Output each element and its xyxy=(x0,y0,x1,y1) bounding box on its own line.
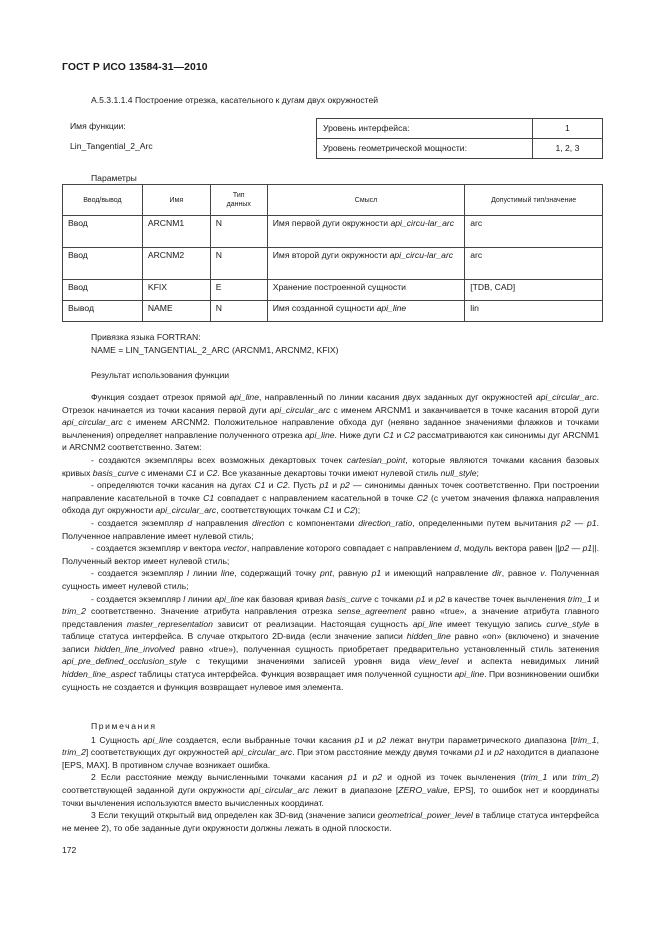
cell-name: ARCNM2 xyxy=(142,248,210,280)
header-io: Ввод/вывод xyxy=(63,185,143,216)
notes-section xyxy=(62,720,599,834)
geometry-power-label: Уровень геометрической мощности: xyxy=(317,139,533,159)
table-row xyxy=(63,280,603,301)
list-item: - создается экземпляр l линии api_line как базовая кривая basis_curve с точками p1 и p2 в качестве точек вычленения trim_1 и trim_2 соответственно. Значение атрибута направления отрезка sense_agreement равно «true», а значение атрибута главного представления master_representation зависит от реализации. Настоящая сущность api_line имеет текущую запись curve_style в таблице статуса интерфейса. В случае открытого 2D-вида (если значение записи hidden_line равно «on» (включено) и значение записи hidden_line_involved равно «true»), полученная сущность приобретает предварительно установленный стиль затенения api_pre_defined_occlusion_style с текущими значениями записей уровня вида view_level и аспекта невидимых линий hidden_line_aspect таблицы статуса интерфейса. Функция возвращает имя полученной сущности api_line. При возникновении ошибки сущность не создается и функция возвращает нулевое имя элемента. xyxy=(62,593,599,692)
params-header-row xyxy=(63,185,603,216)
document-title: ГОСТ Р ИСО 13584-31—2010 xyxy=(62,62,208,73)
result-body xyxy=(62,391,599,693)
cell-io: Ввод xyxy=(63,280,143,301)
header-name: Имя xyxy=(142,185,210,216)
cell-allowed: [TDB, CAD] xyxy=(465,280,603,301)
function-name-label: Имя функции: xyxy=(70,121,126,131)
meaning-text: Имя второй дуги окружности xyxy=(272,250,390,260)
params-label: Параметры xyxy=(91,173,137,183)
meaning-text: Хранение построенной сущности xyxy=(272,282,406,292)
cell-type: N xyxy=(210,301,267,322)
cell-meaning xyxy=(267,216,465,248)
page-number: 172 xyxy=(62,845,77,855)
meaning-text: Имя созданной сущности xyxy=(272,303,377,313)
section-heading: A.5.3.1.1.4 Построение отрезка, касательного к дугам двух окружностей xyxy=(91,95,379,105)
header-type: Тип данных xyxy=(210,185,267,216)
fortran-binding xyxy=(91,331,338,356)
note-item: 3 Если текущий открытый вид определен как 3D-вид (значение записи geometrical_power_level в таблице статуса интерфейса не менее 2), то обе заданные дуги окружности должны лежать в одной плоскости. xyxy=(62,810,599,833)
notes-label: Примечания xyxy=(91,721,157,731)
header-meaning: Смысл xyxy=(267,185,465,216)
meaning-entity: api_circu-lar_arc xyxy=(390,218,455,228)
interface-level-table xyxy=(316,118,603,159)
meaning-entity: api_line xyxy=(376,303,407,313)
note-item: 1 Сущность api_line создается, если выбранные точки касания p1 и p2 лежат внутри параметрического диапазона [trim_1, trim_2] соответствующих дуг окружностей api_circular_arc. При этом расстояние между двумя точками p1 и p2 находится в диапазоне [EPS, MAX]. В противном случае возникает ошибка. xyxy=(62,734,599,770)
cell-name: KFIX xyxy=(142,280,210,301)
cell-type: E xyxy=(210,280,267,301)
geometry-power-row xyxy=(317,139,603,159)
list-item: - создаются экземпляры всех возможных декартовых точек cartesian_point, которые являются точками касания базовых кривых basis_curve с именами C1 и C2. Все указанные декартовы точки имеют нулевой стиль null_style; xyxy=(62,454,599,478)
geometry-power-value: 1, 2, 3 xyxy=(532,139,602,159)
cell-type: N xyxy=(210,216,267,248)
function-name-value: Lin_Tangential_2_Arc xyxy=(70,141,153,151)
function-info xyxy=(62,116,603,160)
table-row xyxy=(63,216,603,248)
cell-meaning xyxy=(267,280,465,301)
table-row xyxy=(63,301,603,322)
fortran-label: Привязка языка FORTRAN: xyxy=(91,332,201,342)
cell-allowed: arc xyxy=(465,248,603,280)
list-item: - создается экземпляр d направления direction с компонентами direction_ratio, определенными путем вычитания p2 — p1. Полученное направление имеет нулевой стиль; xyxy=(62,517,599,541)
table-row xyxy=(63,248,603,280)
interface-level-value: 1 xyxy=(532,119,602,139)
cell-name: ARCNM1 xyxy=(142,216,210,248)
result-paragraph: Функция создает отрезок прямой api_line, направленный по линии касания двух заданных дуг окружностей api_circular_arc. Отрезок начинается из точки касания первой дуги api_circular_arc с именем ARCNM1 и заканчивается в точке касания второй дуги api_circular_arc с именем ARCNM2. Положительное направление обхода дуг (неявно заданное значениями флажков и точками вычленения) определяет направление полученного отрезка api_line. Ниже дуги C1 и C2 рассматриваются как синонимы дуг ARCNM1 и ARCNM2 соответственно. Затем: xyxy=(62,392,600,453)
interface-level-label: Уровень интерфейса: xyxy=(317,119,533,139)
function-name-block xyxy=(70,116,310,156)
cell-type: N xyxy=(210,248,267,280)
interface-level-row xyxy=(317,119,603,139)
cell-io: Ввод xyxy=(63,248,143,280)
cell-io: Вывод xyxy=(63,301,143,322)
header-allowed: Допустимый тип/значение xyxy=(465,185,603,216)
list-item: - создается экземпляр v вектора vector, направление которого совпадает с направлением d, модуль вектора равен ||p2 — p1||. Полученный вектор имеет нулевой стиль; xyxy=(62,543,599,566)
list-item: - создается экземпляр l линии line, содержащий точку pnt, равную p1 и имеющий направление dir, равное v. Полученная сущность имеет нулевой стиль; xyxy=(62,568,599,591)
meaning-entity: api_circu-lar_arc xyxy=(389,250,454,260)
meaning-text: Имя первой дуги окружности xyxy=(272,218,391,228)
result-label: Результат использования функции xyxy=(91,370,230,380)
params-table xyxy=(62,184,603,322)
fortran-call: NAME = LIN_TANGENTIAL_2_ARC (ARCNM1, ARCNM2, KFIX) xyxy=(91,344,339,355)
cell-name: NAME xyxy=(142,301,210,322)
cell-allowed: arc xyxy=(465,216,603,248)
cell-allowed: lin xyxy=(465,301,603,322)
note-item: 2 Если расстояние между вычисленными точками касания p1 и p2 и одной из точек вычленения (trim_1 или trim_2) соответствующей заданной дуги окружности api_circular_arc лежит в диапазоне [ZERO_value, EPS], то ошибок нет и координаты точки вычленения используются вместо вычисленных координат. xyxy=(62,772,600,808)
list-item: - определяются точки касания на дугах C1 и C2. Пусть p1 и p2 — синонимы данных точек соответственно. При построении направление касательной в точке C1 совпадает с направлением касательной в точке C2 (с учетом значения флажка направления обхода дуг окружности api_circular_arc, соответствующих точкам C1 и C2); xyxy=(62,480,599,516)
cell-meaning xyxy=(267,248,465,280)
cell-meaning xyxy=(267,301,465,322)
cell-io: Ввод xyxy=(63,216,143,248)
